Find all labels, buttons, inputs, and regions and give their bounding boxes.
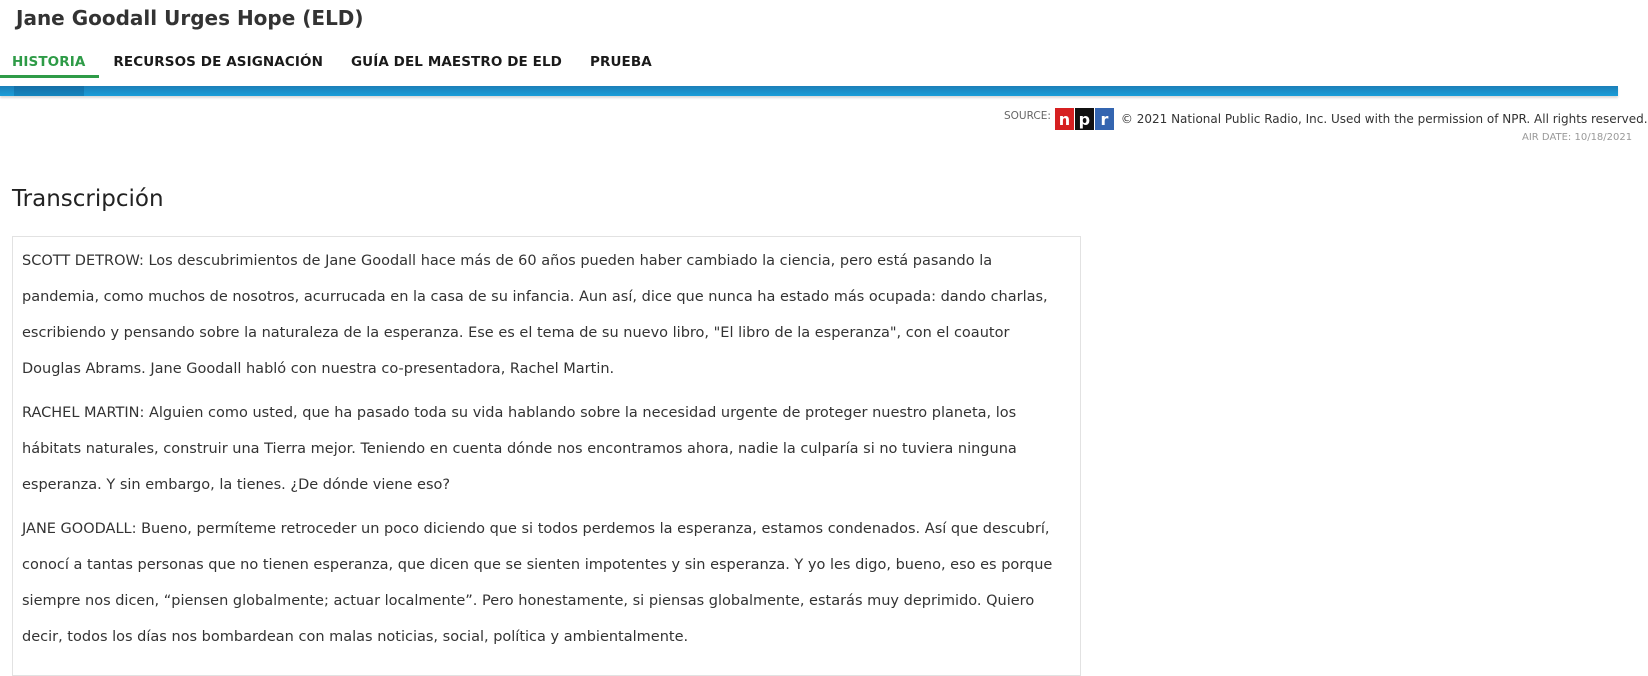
- transcript-paragraph: RACHEL MARTIN: Alguien como usted, que ha pasado toda su vida hablando sobre la necesidad urgente de proteger nuestro planeta, los hábitats naturales, construir una Tierra mejor. Teniendo en cuenta dónde nos encontramos ahora, nadie la culparía si no tuviera ninguna esperanza. Y sin embargo, la tienes. ¿De dónde viene eso?: [22, 405, 1017, 493]
- source-label: SOURCE:: [1004, 110, 1051, 122]
- air-date: AIR DATE: 10/18/2021: [1522, 132, 1633, 143]
- copyright-text: © 2021 National Public Radio, Inc. Used with the permission of NPR. All rights reserved.: [1120, 112, 1648, 126]
- npr-logo-r: r: [1095, 108, 1114, 130]
- page-title: Jane Goodall Urges Hope (ELD): [16, 6, 364, 30]
- tab-bar: [0, 46, 666, 86]
- tab-recursos-de-asignacion[interactable]: RECURSOS DE ASIGNACIÓN: [113, 54, 323, 70]
- header-divider-bar: [0, 86, 1618, 96]
- tab-guia-del-maestro[interactable]: GUÍA DEL MAESTRO DE ELD: [350, 54, 562, 70]
- tab-prueba[interactable]: PRUEBA: [589, 54, 652, 70]
- tab-historia[interactable]: HISTORIA: [0, 46, 99, 78]
- npr-logo-p: p: [1075, 108, 1094, 130]
- transcript-paragraph: JANE GOODALL: Bueno, permíteme retroceder un poco diciendo que si todos perdemos la esperanza, estamos condenados. Así que descubrí, conocí a tantas personas que no tienen esperanza, que dicen que se sienten impotentes y sin esperanza. Y yo les digo, bueno, eso es porque siempre nos dicen, “piensen globalmente; actuar localmente”. Pero honestamente, si piensas globalmente, estarás muy deprimido. Quiero decir, todos los días nos bombardean con malas noticias, social, política y ambientalmente.: [22, 521, 1053, 645]
- transcript-heading: Transcripción: [12, 186, 164, 212]
- npr-logo: [1055, 108, 1115, 130]
- transcript-box: [12, 236, 1081, 676]
- header-divider-highlight: [14, 86, 84, 96]
- source-attribution: [1004, 108, 1648, 130]
- transcript-paragraph: SCOTT DETROW: Los descubrimientos de Jane Goodall hace más de 60 años pueden haber cambiado la ciencia, pero está pasando la pandemia, como muchos de nosotros, acurrucada en la casa de su infancia. Aun así, dice que nunca ha estado más ocupada: dando charlas, escribiendo y pensando sobre la naturaleza de la esperanza. Ese es el tema de su nuevo libro, "El libro de la esperanza", con el coautor Douglas Abrams. Jane Goodall habló con nuestra co-presentadora, Rachel Martin.: [22, 253, 1048, 377]
- npr-logo-n: n: [1055, 108, 1074, 130]
